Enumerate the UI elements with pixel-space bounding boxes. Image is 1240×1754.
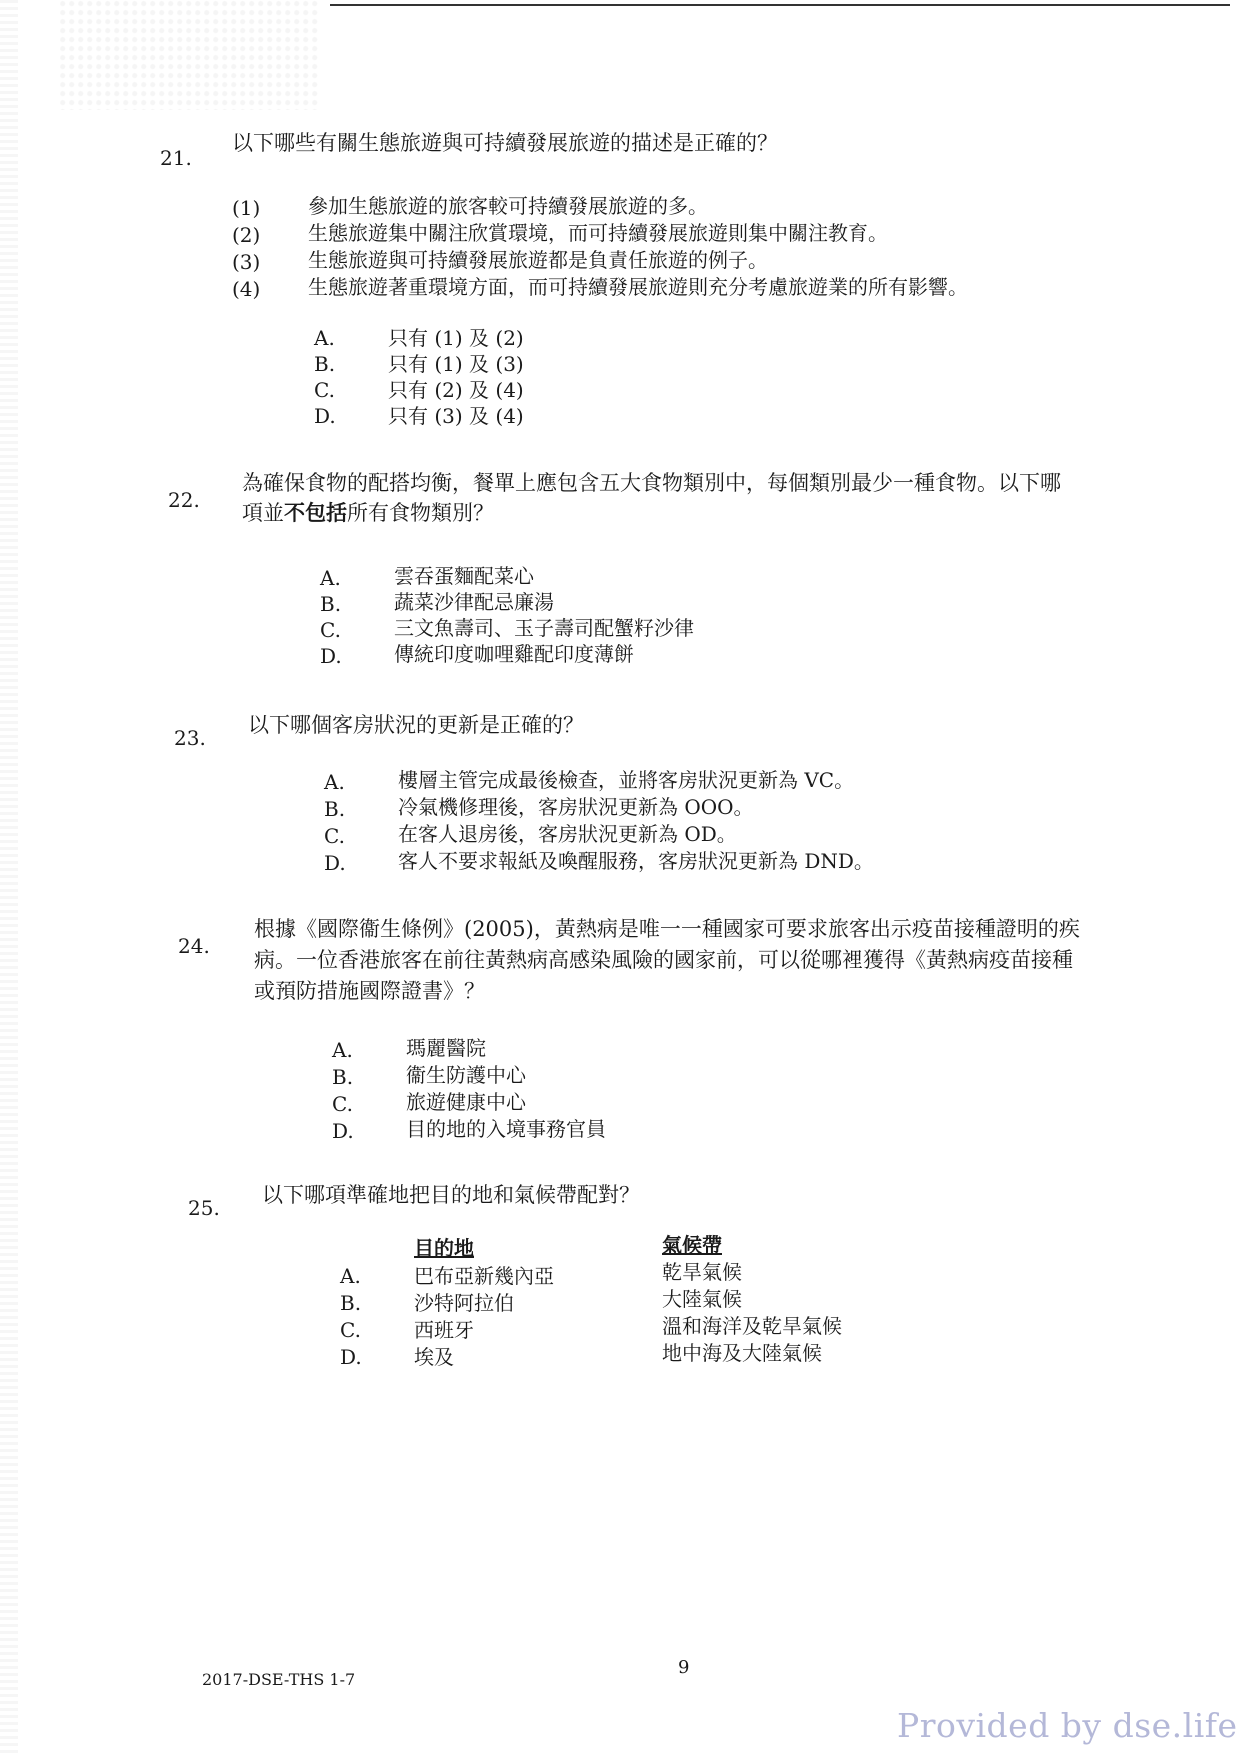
statement-item (232, 277, 1132, 304)
option-label: A. (340, 1264, 361, 1288)
option-text: 只有 (1) 及 (2) (388, 326, 524, 350)
statement-list (232, 196, 1132, 304)
option-list (324, 770, 1024, 878)
destination-cell: 埃及 (414, 1345, 454, 1369)
statement-label: (1) (232, 196, 261, 220)
option-label: A. (324, 770, 345, 794)
option-label: D. (324, 851, 346, 875)
statement-label: (3) (232, 250, 261, 274)
statement-label: (2) (232, 223, 261, 247)
climate-cell: 大陸氣候 (662, 1287, 742, 1311)
statement-text: 生態旅遊集中關注欣賞環境，而可持續發展旅遊則集中關注教育。 (308, 221, 888, 245)
destination-cell: 西班牙 (414, 1318, 474, 1342)
option-d[interactable] (324, 851, 1024, 878)
option-text: 只有 (2) 及 (4) (388, 378, 524, 402)
top-border-line (330, 4, 1230, 6)
option-text: 樓層主管完成最後檢查，並將客房狀況更新為 VC。 (398, 768, 855, 792)
option-d[interactable] (314, 404, 714, 430)
option-text: 只有 (3) 及 (4) (388, 404, 524, 428)
scan-noise-left (0, 0, 18, 1754)
option-label: C. (332, 1092, 353, 1116)
question-text: 以下哪項準確地把目的地和氣候帶配對？ (262, 1183, 640, 1207)
question-text (254, 914, 1174, 1007)
question-text-line: 或預防措施國際證書》？ (254, 979, 485, 1003)
question-text-line: 病。一位香港旅客在前往黃熱病高感染風險的國家前，可以從哪裡獲得《黃熱病疫苗接種 (254, 948, 1073, 972)
statement-label: (4) (232, 277, 261, 301)
option-label: A. (320, 566, 341, 590)
option-label: A. (314, 326, 335, 350)
option-label: D. (340, 1345, 362, 1369)
option-text: 傳統印度咖哩雞配印度薄餅 (394, 642, 634, 666)
option-label: B. (340, 1291, 362, 1315)
option-label: C. (324, 824, 345, 848)
emphasis-text: 不包括 (284, 500, 347, 525)
climate-cell: 地中海及大陸氣候 (662, 1341, 822, 1365)
option-label: B. (332, 1065, 354, 1089)
option-d[interactable] (320, 644, 820, 670)
option-text: 只有 (1) 及 (3) (388, 352, 524, 376)
option-text: 蔬菜沙律配忌廉湯 (394, 590, 554, 614)
option-d[interactable] (340, 1341, 900, 1367)
question-number: 24. (178, 934, 210, 958)
question-text-line: 根據《國際衞生條例》(2005)，黃熱病是唯一一種國家可要求旅客出示疫苗接種證明的疾 (254, 917, 1080, 941)
option-label: B. (314, 352, 336, 376)
option-list (314, 326, 714, 430)
question-number: 25. (188, 1196, 220, 1220)
option-text: 雲吞蛋麵配菜心 (394, 564, 534, 588)
option-label: B. (320, 592, 342, 616)
option-label: D. (332, 1119, 354, 1143)
destination-cell: 沙特阿拉伯 (414, 1291, 514, 1315)
destination-cell: 巴布亞新幾內亞 (414, 1264, 554, 1288)
question-text-line (242, 498, 1142, 528)
option-label: D. (314, 404, 336, 428)
option-label: C. (320, 618, 341, 642)
column-header-climate: 氣候帶 (662, 1233, 722, 1257)
option-text: 衞生防護中心 (406, 1063, 526, 1087)
statement-text: 生態旅遊著重環境方面，而可持續發展旅遊則充分考慮旅遊業的所有影響。 (308, 275, 968, 299)
option-text: 旅遊健康中心 (406, 1090, 526, 1114)
question-text: 以下哪些有關生態旅遊與可持續發展旅遊的描述是正確的？ (232, 131, 778, 155)
page-number: 9 (678, 1657, 690, 1678)
paper-code: 2017-DSE-THS 1-7 (202, 1670, 356, 1689)
option-list (320, 566, 820, 670)
option-label: B. (324, 797, 346, 821)
option-text: 瑪麗醫院 (406, 1036, 486, 1060)
option-text: 冷氣機修理後，客房狀況更新為 OOO。 (398, 795, 754, 819)
statement-text: 參加生態旅遊的旅客較可持續發展旅遊的多。 (308, 194, 708, 218)
option-text: 目的地的入境事務官員 (406, 1117, 606, 1141)
statement-text: 生態旅遊與可持續發展旅遊都是負責任旅遊的例子。 (308, 248, 768, 272)
option-text: 三文魚壽司、玉子壽司配蟹籽沙律 (394, 616, 694, 640)
question-number: 22. (168, 488, 200, 512)
column-header-destination: 目的地 (414, 1236, 474, 1260)
question-text: 以下哪個客房狀況的更新是正確的？ (248, 713, 584, 737)
option-list (332, 1038, 832, 1146)
question-text-segment: 所有食物類別？ (347, 501, 494, 525)
option-text: 在客人退房後，客房狀況更新為 OD。 (398, 822, 737, 846)
watermark-text: Provided by dse.life (897, 1706, 1238, 1745)
climate-cell: 溫和海洋及乾旱氣候 (662, 1314, 842, 1338)
option-label: D. (320, 644, 342, 668)
question-text-line: 為確保食物的配搭均衡，餐單上應包含五大食物類別中，每個類別最少一種食物。以下哪 (242, 471, 1061, 495)
question-number: 21. (160, 146, 192, 170)
question-text-segment: 項並 (242, 501, 284, 525)
climate-cell: 乾旱氣候 (662, 1260, 742, 1284)
question-number: 23. (174, 726, 206, 750)
option-d[interactable] (332, 1119, 832, 1146)
option-text: 客人不要求報紙及喚醒服務，客房狀況更新為 DND。 (398, 849, 874, 873)
option-label: A. (332, 1038, 353, 1062)
option-label: C. (314, 378, 335, 402)
option-label: C. (340, 1318, 361, 1342)
option-a[interactable] (340, 1260, 900, 1286)
question-text (242, 468, 1142, 528)
scan-noise-top (60, 0, 320, 110)
